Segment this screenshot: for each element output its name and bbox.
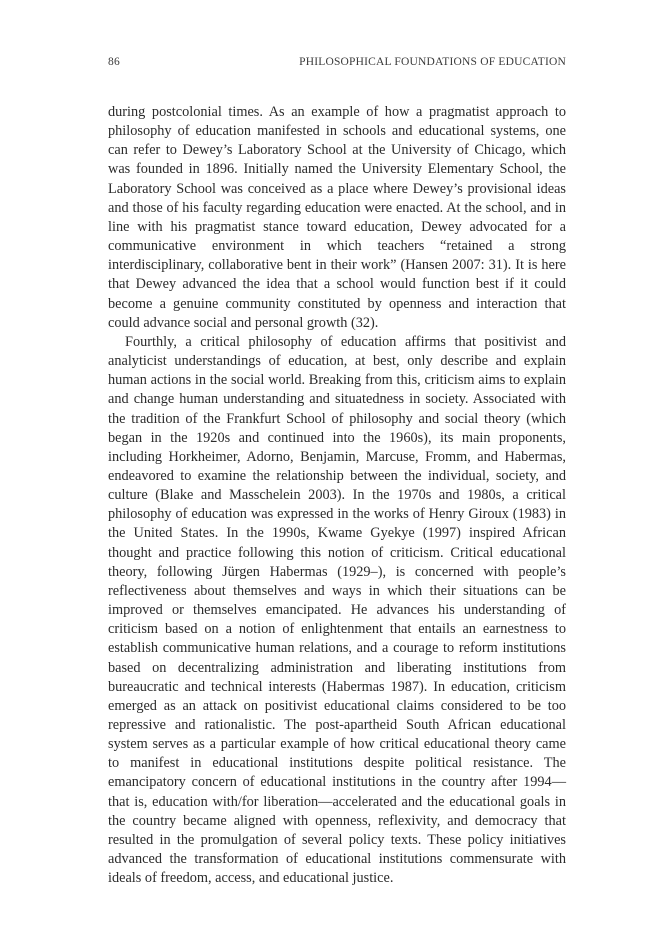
paragraph-continued: during postcolonial times. As an example of how a pragmatist approach to philosophy of education manifested in schools and educational systems, one can refer to Dewey’s Laboratory School at the University of Chicago, which was founded in 1896. Initially named the University Elementary School, the Laboratory School was conceived as a place where Dewey’s provisional ideas and those of his faculty regarding education were enacted. At the school, and in line with his pragmatist stance toward education, Dewey advocated for a communicative environment in which teachers “retained a strong interdisciplinary, collaborative bent in their work” (Hansen 2007: 31). It is here that Dewey advanced the idea that a school would function best if it could become a genuine community constituted by openness and interaction that could advance social and personal growth (32).	[108, 104, 566, 331]
page-number: 86	[108, 56, 121, 68]
running-header	[108, 56, 566, 72]
running-title: PHILOSOPHICAL FOUNDATIONS OF EDUCATION	[299, 56, 566, 68]
paragraph-critical-philosophy: Fourthly, a critical philosophy of education affirms that positivist and analyticist understandings of education, at best, only describe and explain human actions in the social world. Breaking from this, criticism aims to explain and change human understanding and situatedness in society. Associated with the tradition of the Frankfurt School of philosophy and social theory (which began in the 1920s and continued into the 1960s), its main proponents, including Horkheimer, Adorno, Benjamin, Marcuse, Fromm, and Habermas, endeavored to examine the relationship between the individual, society, and culture (Blake and Masschelein 2003). In the 1970s and 1980s, a critical philosophy of education was expressed in the works of Henry Giroux (1983) in the United States. In the 1990s, Kwame Gyekye (1997) inspired African thought and practice following this notion of criticism. Critical educational theory, following Jürgen Habermas (1929–), is concerned with people’s reflectiveness about themselves and ways in which their situations can be improved or themselves emancipated. He advances his understanding of criticism based on a notion of enlightenment that entails an earnestness to establish communicative human relations, and a courage to reform institutions based on decentralizing administration and liberating institutions from bureaucratic and technical interests (Habermas 1987). In education, criticism emerged as an attack on positivist educational claims considered to be too repressive and rationalistic. The post-apartheid South African educational system serves as a particular example of how critical educational theory came to manifest in educational institutions despite political resistance. The emancipatory concern of educational institutions in the country after 1994—that is, education with/for liberation—accelerated and the educational goals in the country became aligned with openness, reflexivity, and democracy that resulted in the promulgation of several policy texts. These policy initiatives advanced the transformation of educational institutions commensurate with ideals of freedom, access, and educational justice.	[108, 333, 566, 887]
body-text	[108, 103, 566, 888]
